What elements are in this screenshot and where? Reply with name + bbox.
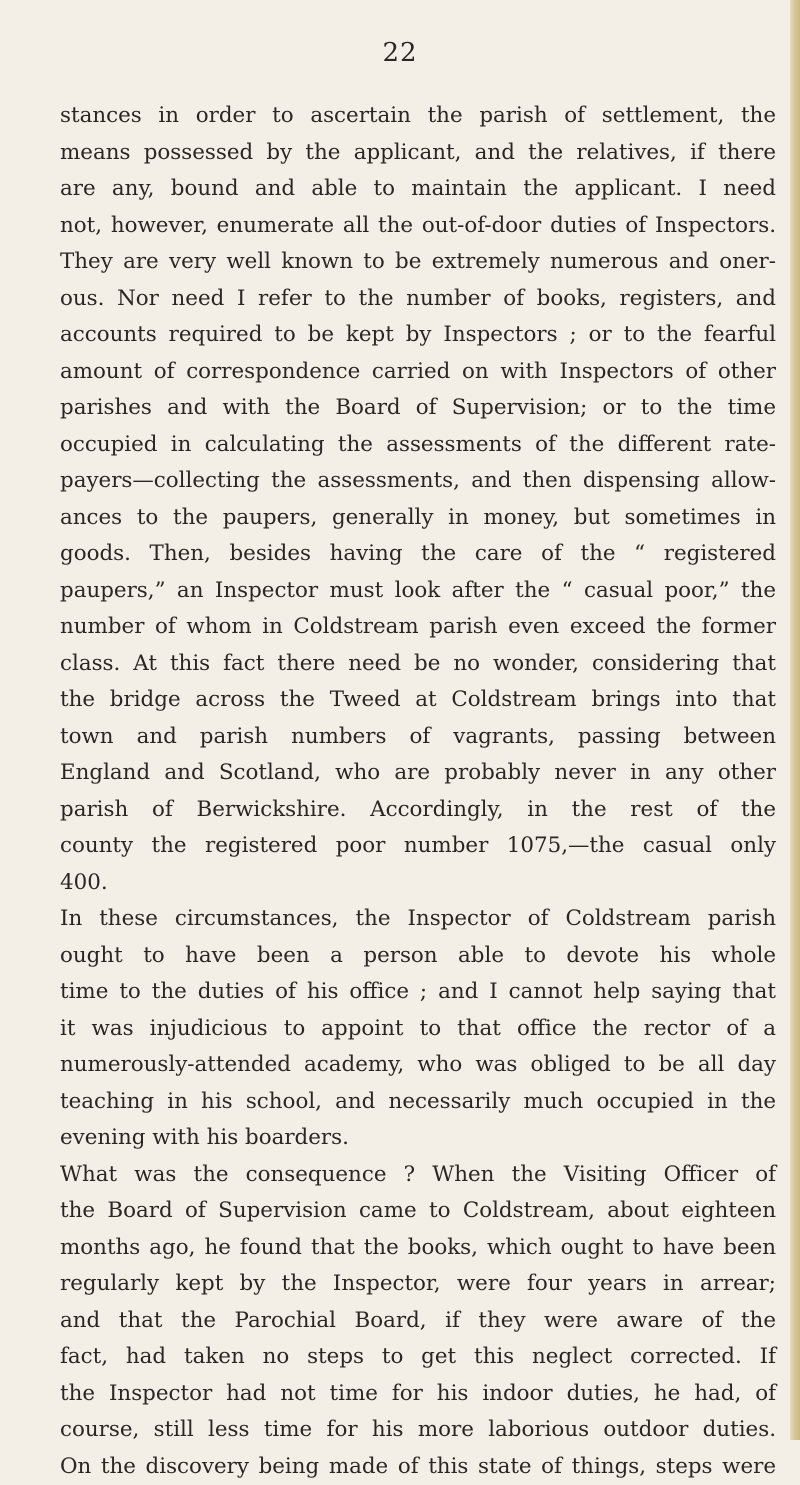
body-text bbox=[60, 98, 776, 1485]
text-line: In these circumstances, the Inspector of Coldstream parish bbox=[60, 901, 776, 938]
text-line: time to the duties of his office ; and I cannot help saying that bbox=[60, 974, 776, 1011]
text-line: county the registered poor number 1075,—the casual only bbox=[60, 828, 776, 865]
text-line: ous. Nor need I refer to the number of books, registers, and bbox=[60, 281, 776, 318]
text-line: They are very well known to be extremely numerous and oner- bbox=[60, 244, 776, 281]
text-line: amount of correspondence carried on with Inspectors of other bbox=[60, 354, 776, 391]
text-line: ances to the paupers, generally in money, but sometimes in bbox=[60, 500, 776, 537]
text-line: payers—collecting the assessments, and then dispensing allow- bbox=[60, 463, 776, 500]
text-line: goods. Then, besides having the care of the “ registered bbox=[60, 536, 776, 573]
page-number: 22 bbox=[0, 38, 800, 68]
text-line: are any, bound and able to maintain the applicant. I need bbox=[60, 171, 776, 208]
text-line: not, however, enumerate all the out-of-door duties of Inspectors. bbox=[60, 208, 776, 245]
text-line: England and Scotland, who are probably never in any other bbox=[60, 755, 776, 792]
text-line: evening with his boarders. bbox=[60, 1120, 776, 1157]
text-line: course, still less time for his more laborious outdoor duties. bbox=[60, 1412, 776, 1449]
text-line: paupers,” an Inspector must look after the “ casual poor,” the bbox=[60, 573, 776, 610]
text-line: means possessed by the applicant, and the relatives, if there bbox=[60, 135, 776, 172]
text-line: months ago, he found that the books, which ought to have been bbox=[60, 1230, 776, 1267]
text-line: parishes and with the Board of Supervision; or to the time bbox=[60, 390, 776, 427]
text-line: accounts required to be kept by Inspectors ; or to the fearful bbox=[60, 317, 776, 354]
text-line: town and parish numbers of vagrants, passing between bbox=[60, 719, 776, 756]
text-line: occupied in calculating the assessments of the different rate- bbox=[60, 427, 776, 464]
text-line: the Board of Supervision came to Coldstream, about eighteen bbox=[60, 1193, 776, 1230]
text-line: stances in order to ascertain the parish of settlement, the bbox=[60, 98, 776, 135]
page-edge bbox=[790, 0, 800, 1440]
text-line: class. At this fact there need be no wonder, considering that bbox=[60, 646, 776, 683]
text-line: number of whom in Coldstream parish even exceed the former bbox=[60, 609, 776, 646]
text-line: it was injudicious to appoint to that office the rector of a bbox=[60, 1011, 776, 1048]
text-line: 400. bbox=[60, 865, 776, 902]
text-line: On the discovery being made of this state of things, steps were bbox=[60, 1449, 776, 1485]
text-line: the bridge across the Tweed at Coldstream brings into that bbox=[60, 682, 776, 719]
text-line: and that the Parochial Board, if they were aware of the bbox=[60, 1303, 776, 1340]
text-line: regularly kept by the Inspector, were four years in arrear; bbox=[60, 1266, 776, 1303]
text-line: What was the consequence ? When the Visiting Officer of bbox=[60, 1157, 776, 1194]
text-line: numerously-attended academy, who was obliged to be all day bbox=[60, 1047, 776, 1084]
text-line: teaching in his school, and necessarily much occupied in the bbox=[60, 1084, 776, 1121]
text-line: ought to have been a person able to devote his whole bbox=[60, 938, 776, 975]
text-line: fact, had taken no steps to get this neglect corrected. If bbox=[60, 1339, 776, 1376]
text-line: parish of Berwickshire. Accordingly, in the rest of the bbox=[60, 792, 776, 829]
text-line: the Inspector had not time for his indoor duties, he had, of bbox=[60, 1376, 776, 1413]
